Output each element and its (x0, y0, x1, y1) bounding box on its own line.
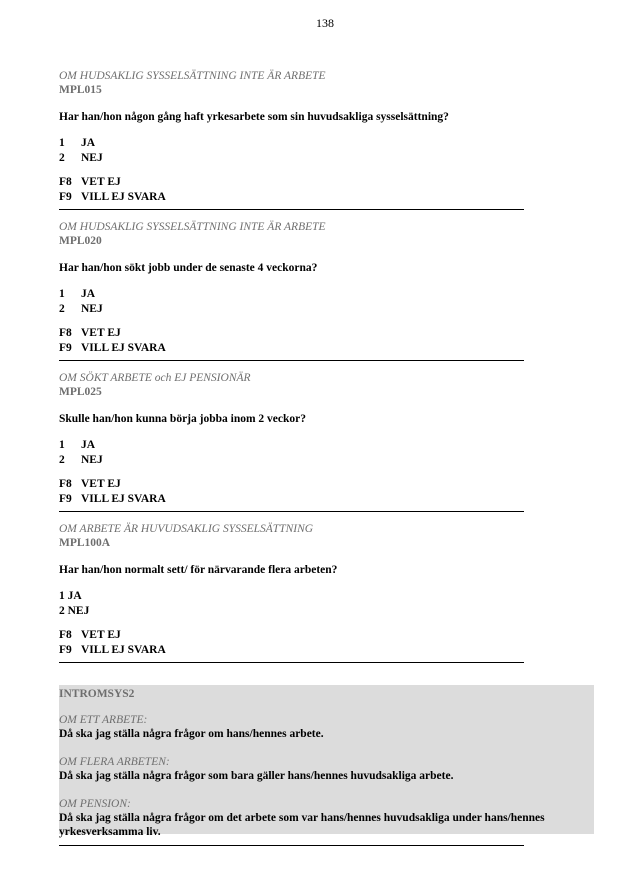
condition-text: OM HUDSAKLIG SYSSELSÄTTNING INTE ÄR ARBETE (59, 221, 326, 233)
question-code: MPL025 (59, 386, 102, 398)
answer-option: F9 VILL EJ SVARA (59, 341, 166, 354)
answer-option: F8 VET EJ (59, 327, 121, 339)
question-code: MPL100A (59, 537, 111, 549)
divider (59, 511, 524, 512)
question-code: MPL020 (59, 235, 102, 247)
divider (59, 360, 524, 361)
answer-option: 1 JA (59, 288, 96, 300)
intro-condition: OM PENSION: (59, 798, 131, 810)
question-block-mpl020 (59, 220, 524, 361)
answer-options (59, 438, 524, 467)
question-code: MPL015 (59, 84, 102, 96)
divider (59, 209, 524, 210)
answer-option: 2 NEJ (59, 604, 90, 617)
answer-option: 2 NEJ (59, 151, 103, 164)
question-text: Har han/hon sökt jobb under de senaste 4 veckorna? (59, 262, 318, 274)
answer-option: F9 VILL EJ SVARA (59, 643, 166, 656)
question-text: Har han/hon normalt sett/ för närvarande flera arbeten? (59, 564, 338, 576)
page-number: 138 (316, 16, 334, 30)
answer-options (59, 287, 524, 316)
intro-text: Då ska jag ställa några frågor om hans/hennes arbete. (59, 728, 324, 740)
divider (59, 662, 524, 663)
answer-option: 2 NEJ (59, 302, 103, 315)
dont-know-options (59, 326, 524, 355)
intro-condition: OM FLERA ARBETEN: (59, 756, 170, 768)
answer-option: F8 VET EJ (59, 176, 121, 188)
condition-text: OM SÖKT ARBETE och EJ PENSIONÄR (59, 372, 251, 384)
condition-text: OM HUDSAKLIG SYSSELSÄTTNING INTE ÄR ARBETE (59, 70, 326, 82)
answer-option: F9 VILL EJ SVARA (59, 492, 166, 505)
dont-know-options (59, 175, 524, 204)
question-block-mpl015 (59, 69, 524, 210)
intro-box-intromsys2 (59, 685, 594, 838)
intro-text: Då ska jag ställa några frågor som bara gäller hans/hennes huvudsakliga arbete. (59, 770, 454, 782)
dont-know-options (59, 628, 524, 657)
intro-text: Då ska jag ställa några frågor om det arbete som var hans/hennes huvudsakliga under hans/hennes yrkesverksamma liv. (59, 812, 545, 838)
intro-code: INTROMSYS2 (59, 688, 135, 700)
answer-option: F8 VET EJ (59, 629, 121, 641)
answer-option: F8 VET EJ (59, 478, 121, 490)
intro-condition: OM ETT ARBETE: (59, 714, 148, 726)
divider (59, 845, 524, 846)
condition-text: OM ARBETE ÄR HUVUDSAKLIG SYSSELSÄTTNING (59, 523, 314, 535)
questionnaire-content (59, 69, 524, 663)
answer-option: F9 VILL EJ SVARA (59, 190, 166, 203)
answer-option: 1 JA (59, 439, 96, 451)
question-text: Skulle han/hon kunna börja jobba inom 2 veckor? (59, 413, 306, 425)
question-block-mpl100a (59, 522, 524, 663)
dont-know-options (59, 477, 524, 506)
answer-option: 2 NEJ (59, 453, 103, 466)
answer-option: 1 JA (59, 590, 82, 602)
answer-options (59, 589, 524, 618)
question-block-mpl025 (59, 371, 524, 512)
question-text: Har han/hon någon gång haft yrkesarbete som sin huvudsakliga sysselsättning? (59, 111, 449, 123)
answer-option: 1 JA (59, 137, 96, 149)
answer-options (59, 136, 524, 165)
